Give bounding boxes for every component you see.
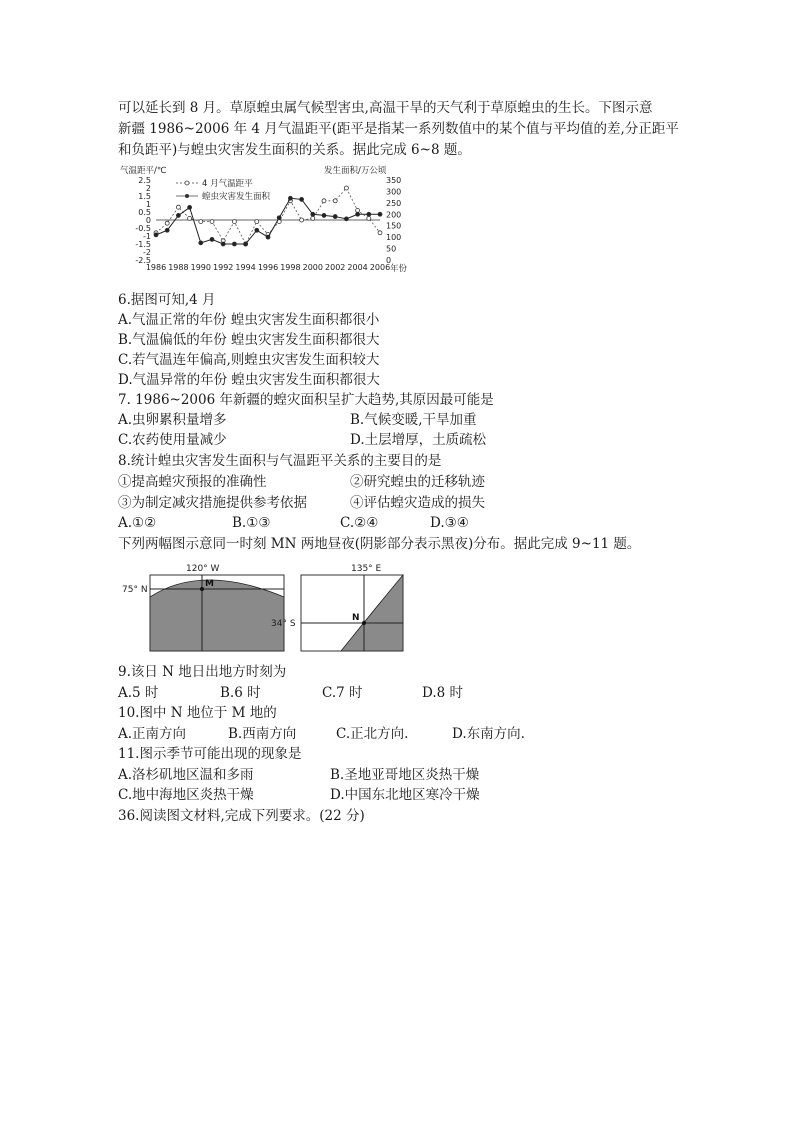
chart-legend (176, 178, 271, 202)
chart-point-area (199, 241, 203, 245)
chart-point-area (165, 228, 169, 232)
chart-left-tick-label: -2 (143, 248, 151, 257)
chart-right-tick-label: 150 (386, 221, 402, 231)
temperature-anomaly-locust-chart (118, 163, 418, 278)
chart-right-tick-label: 50 (386, 244, 397, 254)
chart-x-tick-label: 1990 (190, 263, 211, 272)
q9-stem: 9.该日 N 地日出地方时刻为 (118, 664, 287, 680)
chart-point-area (300, 197, 304, 201)
chart-point-area (210, 237, 214, 241)
intro-line-3: 和负距平)与蝗虫灾害发生面积的关系。据此完成 6~8 题。 (118, 142, 471, 158)
chart-point-area (344, 217, 348, 221)
chart-right-tick-label: 250 (386, 198, 402, 208)
chart-point-temperature (232, 220, 236, 224)
q7-option-a: A.虫卵累积量增多 (118, 412, 227, 428)
chart-left-tick-label: -1 (143, 232, 151, 241)
chart-x-tick-label: 1992 (213, 263, 234, 272)
map1-point-marker (200, 587, 204, 591)
chart-x-tick-label: 1996 (257, 263, 279, 272)
chart-left-tick-label: 1.5 (138, 192, 151, 201)
chart-left-tick-label: -1.5 (135, 240, 151, 249)
q6-stem: 6.据图可知,4 月 (118, 292, 216, 308)
map1-night-area (150, 580, 284, 651)
legend-temp-label: 4 月气温距平 (202, 179, 253, 189)
q8-option-c: C.②④ (340, 515, 379, 531)
q36-stem: 36.阅读图文材料,完成下列要求。(22 分) (118, 808, 365, 824)
q11-option-b: B.圣地亚哥地区炎热干燥 (330, 767, 480, 783)
chart-x-tick-label: 1994 (235, 263, 256, 272)
chart-point-area (333, 215, 337, 219)
chart-point-area (356, 212, 360, 216)
q8-option-a: A.①② (118, 515, 157, 531)
intro-2: 下列两幅图示意同一时刻 MN 两地昼夜(阴影部分表示黑夜)分布。据此完成 9~11 题。 (118, 536, 641, 552)
chart-left-tick-label: -2.5 (135, 256, 151, 265)
chart-x-tick-label: 1998 (280, 263, 301, 272)
chart-point-area (176, 213, 180, 217)
chart-right-tick-label: 0 (386, 256, 392, 265)
chart-point-temperature (188, 216, 192, 220)
q8-statement-4: ④评估蝗灾造成的损失 (350, 495, 485, 511)
q11-option-c: C.地中海地区炎热干燥 (118, 787, 254, 803)
chart-point-temperature (378, 231, 382, 235)
chart-x-tick-label: 1988 (168, 263, 189, 272)
chart-point-temperature (199, 220, 203, 224)
map2-point-marker (362, 621, 366, 625)
chart-point-area (378, 212, 382, 216)
chart-right-tick-label: 350 (386, 176, 402, 185)
intro-line-2: 新疆 1986~2006 年 4 月气温距平(距平是指某一系列数值中的某个值与平均值的差,分正距平 (118, 121, 679, 137)
q10-option-d: D.东南方向. (452, 726, 525, 742)
map2-point-label: N (352, 613, 360, 623)
chart-point-temperature (344, 186, 348, 190)
chart-right-axis-label: 发生面积/万公顷 (324, 166, 387, 176)
chart-point-temperature (300, 218, 304, 222)
chart-point-area (154, 233, 158, 237)
map2-latitude-label: 34° S (271, 619, 296, 629)
chart-left-tick-label: -0.5 (135, 224, 151, 233)
chart-point-temperature (333, 199, 337, 203)
q10-option-a: A.正南方向 (118, 726, 187, 742)
q6-option-a: A.气温正常的年份 蝗虫灾害发生面积都很小 (118, 312, 380, 328)
chart-x-tick-label: 2000 (302, 263, 323, 272)
chart-point-area (322, 213, 326, 217)
q11-option-a: A.洛杉矶地区温和多雨 (118, 767, 254, 783)
q8-option-b: B.①③ (232, 515, 271, 531)
intro-line-1: 可以延长到 8 月。草原蝗虫属气候型害虫,高温干旱的天气利于草原蝗虫的生长。下图示意 (118, 100, 653, 116)
chart-point-area (311, 212, 315, 216)
day-night-map-m (118, 560, 288, 655)
chart-left-tick-label: 0 (145, 216, 151, 225)
q7-stem: 7. 1986~2006 年新疆的蝗灾面积呈扩大趋势,其原因最可能是 (118, 392, 494, 408)
q10-option-c: C.正北方向. (336, 726, 409, 742)
q8-statement-3: ③为制定减灾措施提供参考依据 (118, 495, 307, 511)
q6-option-b: B.气温偏低的年份 蝗虫灾害发生面积都很大 (118, 332, 380, 348)
q9-option-a: A.5 时 (118, 685, 159, 701)
q7-option-b: B.气候变暖,干旱加重 (350, 412, 477, 428)
chart-point-area (277, 216, 281, 220)
chart-point-area (232, 242, 236, 246)
chart-left-tick-label: 2.5 (138, 176, 151, 185)
chart-right-tick-label: 300 (386, 187, 402, 197)
q6-option-d: D.气温异常的年份 蝗虫灾害发生面积都很大 (118, 372, 380, 388)
chart-point-temperature (165, 221, 169, 225)
q10-stem: 10.图中 N 地位于 M 地的 (118, 705, 277, 721)
chart-x-axis-label: 年份 (390, 264, 408, 274)
chart-point-area (188, 205, 192, 209)
chart-x-tick-label: 2002 (325, 263, 346, 272)
q6-option-c: C.若气温连年偏高,则蝗虫灾害发生面积较大 (118, 352, 380, 368)
q8-statement-2: ②研究蝗虫的迁移轨迹 (350, 474, 485, 490)
chart-x-tick-label: 1986 (145, 263, 167, 272)
chart-point-temperature (322, 199, 326, 203)
map1-point-label: M (205, 579, 214, 589)
chart-point-temperature (176, 205, 180, 209)
chart-left-tick-label: 0.5 (138, 208, 151, 217)
chart-point-area (255, 228, 259, 232)
chart-point-temperature (356, 208, 360, 212)
map1-latitude-label: 75° N (122, 585, 148, 595)
q9-option-c: C.7 时 (322, 685, 363, 701)
q9-option-b: B.6 时 (220, 685, 261, 701)
q9-option-d: D.8 时 (422, 685, 464, 701)
chart-left-tick-label: 1 (145, 200, 151, 209)
chart-right-tick-label: 200 (386, 210, 402, 220)
q8-statement-1: ①提高蝗灾预报的准确性 (118, 474, 267, 490)
chart-left-tick-label: 2 (145, 184, 151, 193)
legend-area-label: 蝗虫灾害发生面积 (202, 192, 271, 202)
q8-stem: 8.统计蝗虫灾害发生面积与气温距平关系的主要目的是 (118, 453, 442, 469)
q8-option-d: D.③④ (430, 515, 469, 531)
q11-stem: 11.图示季节可能出现的现象是 (118, 746, 302, 762)
q7-option-c: C.农药使用量减少 (118, 432, 227, 448)
q11-option-d: D.中国东北地区寒冷干燥 (330, 787, 480, 803)
chart-point-area (221, 242, 225, 246)
q7-option-d: D.土层增厚，土质疏松 (350, 432, 487, 448)
map1-longitude-label: 120° W (186, 564, 220, 574)
chart-point-area (288, 196, 292, 200)
day-night-map-n (268, 560, 408, 655)
chart-left-axis-label: 气温距平/℃ (120, 166, 167, 176)
chart-right-tick-label: 100 (386, 233, 402, 243)
chart-x-tick-label: 2004 (347, 263, 368, 272)
chart-point-temperature (311, 216, 315, 220)
chart-point-temperature (210, 220, 214, 224)
q10-option-b: B.西南方向 (228, 726, 297, 742)
chart-point-temperature (255, 220, 259, 224)
chart-x-tick-label: 2006 (369, 263, 391, 272)
chart-point-area (266, 235, 270, 239)
chart-point-area (244, 242, 248, 246)
chart-point-temperature (367, 216, 371, 220)
map2-longitude-label: 135° E (351, 564, 382, 574)
chart-point-area (367, 212, 371, 216)
